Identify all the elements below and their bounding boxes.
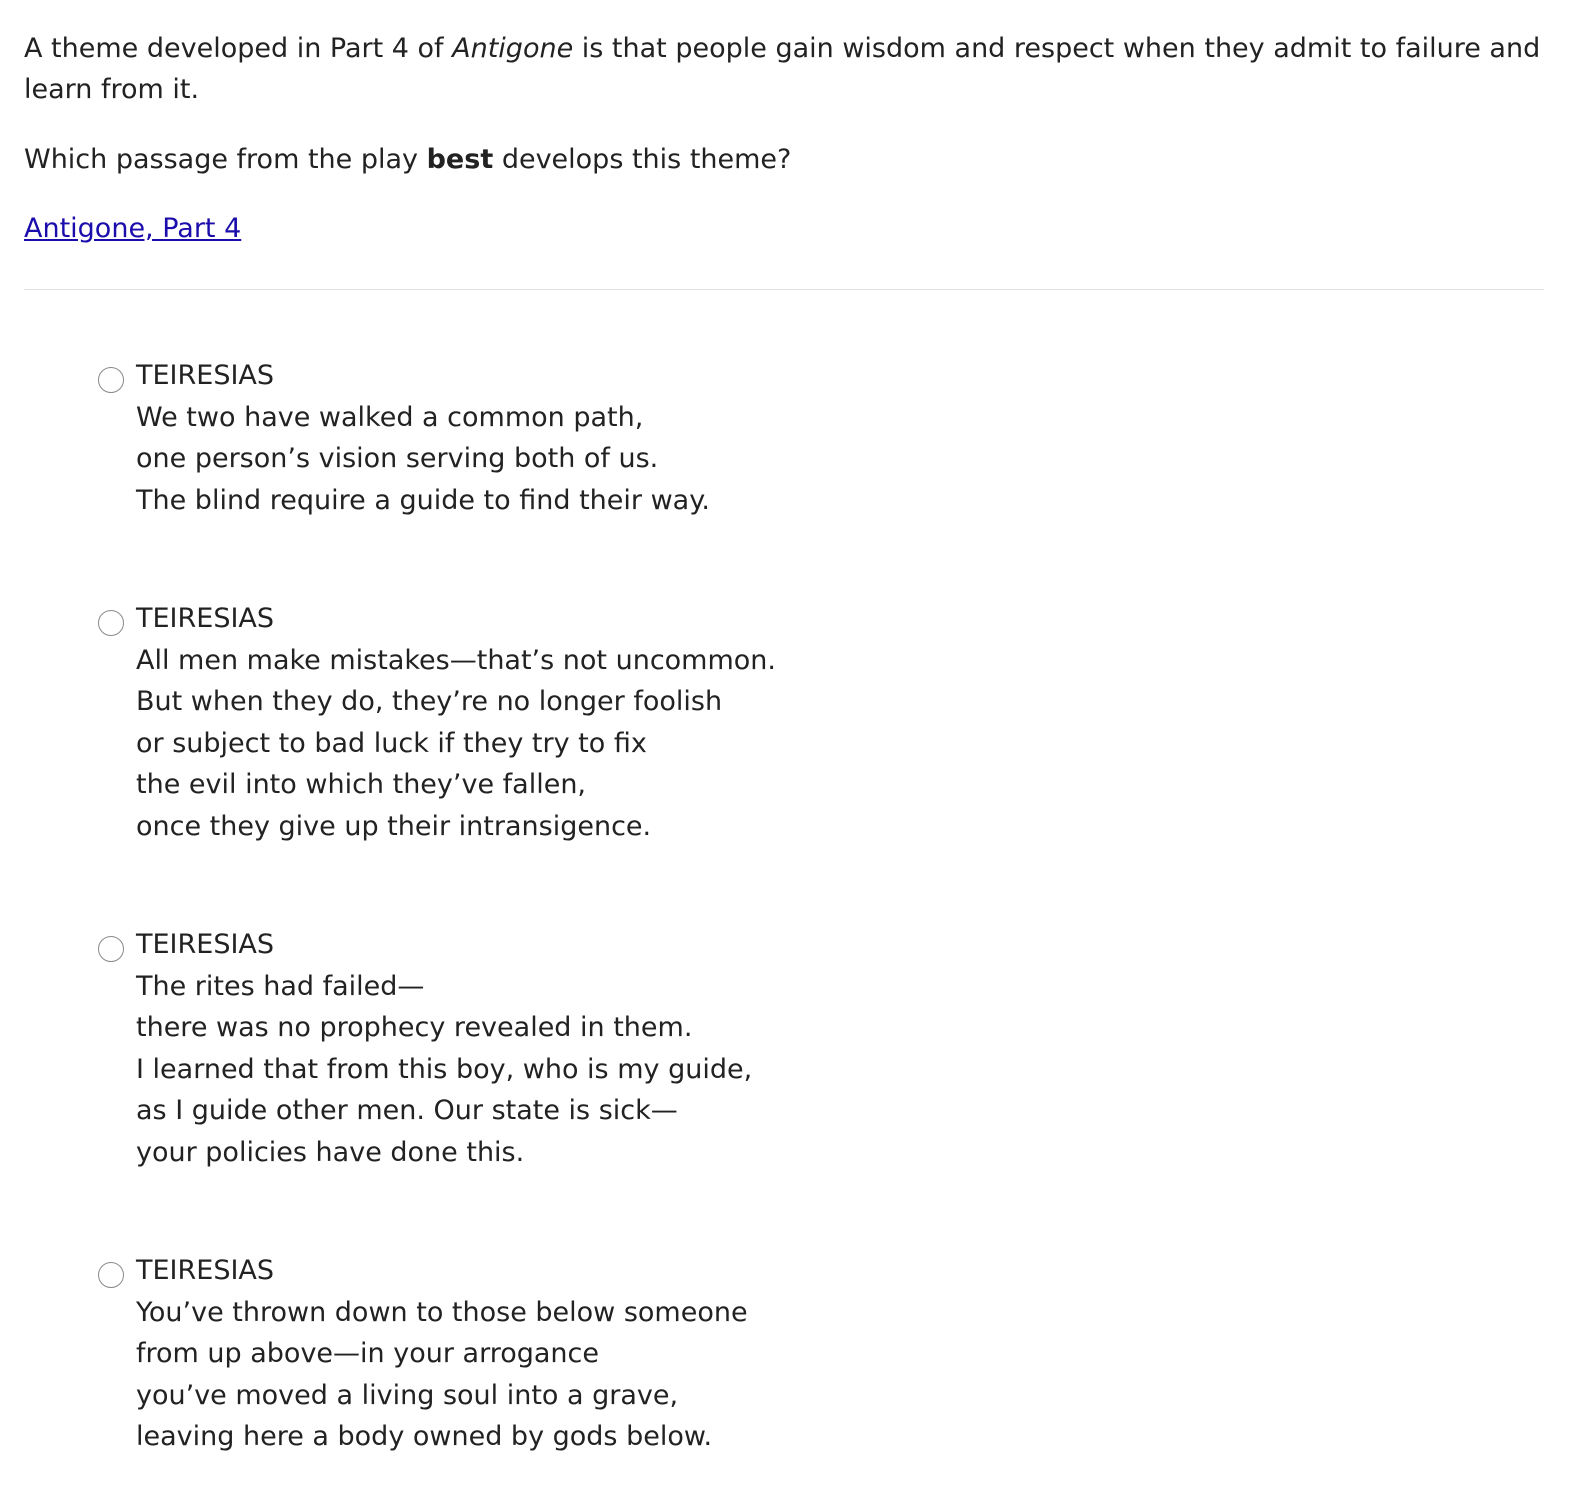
question-text-after: develops this theme? bbox=[493, 144, 792, 175]
option-line: once they give up their intransigence. bbox=[136, 810, 652, 842]
option-line: leaving here a body owned by gods below. bbox=[136, 1421, 713, 1452]
prompt-text-before: A theme developed in Part 4 of bbox=[24, 33, 453, 64]
option-line: The rites had failed— bbox=[136, 970, 425, 1002]
option-speaker: TEIRESIAS bbox=[136, 1255, 275, 1286]
radio-button-b[interactable] bbox=[98, 610, 124, 636]
passage-link[interactable]: Antigone, Part 4 bbox=[24, 213, 242, 244]
option-line: one person’s vision serving both of us. bbox=[136, 443, 659, 474]
question-stem bbox=[24, 139, 791, 180]
option-line: I learned that from this boy, who is my guide, bbox=[136, 1053, 753, 1085]
question-emphasis: best bbox=[426, 144, 494, 175]
option-line: the evil into which they’ve fallen, bbox=[136, 769, 587, 800]
option-text-b[interactable] bbox=[136, 598, 776, 847]
option-line: You’ve thrown down to those below someone bbox=[136, 1296, 748, 1328]
radio-button-d[interactable] bbox=[98, 1262, 124, 1288]
prompt-text-after: is that people gain wisdom and respect when they admit to failure and learn from it. bbox=[24, 33, 1541, 105]
option-line: from up above—in your arrogance bbox=[136, 1338, 599, 1369]
question-text-before: Which passage from the play bbox=[24, 144, 427, 175]
option-line: as I guide other men. Our state is sick— bbox=[136, 1095, 678, 1126]
radio-button-a[interactable] bbox=[98, 367, 124, 393]
option-line: All men make mistakes—that’s not uncommon. bbox=[136, 644, 776, 676]
option-line: your policies have done this. bbox=[136, 1136, 525, 1168]
option-line: or subject to bad luck if they try to fix bbox=[136, 727, 647, 759]
question-prompt bbox=[24, 28, 1559, 110]
option-line: you’ve moved a living soul into a grave, bbox=[136, 1379, 679, 1411]
play-title: Antigone bbox=[452, 33, 574, 64]
divider bbox=[24, 289, 1544, 290]
option-text-c[interactable] bbox=[136, 924, 752, 1173]
option-speaker: TEIRESIAS bbox=[136, 929, 275, 960]
option-line: there was no prophecy revealed in them. bbox=[136, 1012, 693, 1043]
option-speaker: TEIRESIAS bbox=[136, 360, 275, 391]
radio-button-c[interactable] bbox=[98, 936, 124, 962]
option-text-d[interactable] bbox=[136, 1250, 748, 1458]
option-speaker: TEIRESIAS bbox=[136, 603, 275, 634]
option-line: The blind require a guide to find their way. bbox=[136, 484, 710, 516]
option-line: We two have walked a common path, bbox=[136, 401, 644, 433]
option-text-a[interactable] bbox=[136, 355, 710, 521]
option-line: But when they do, they’re no longer foolish bbox=[136, 686, 723, 717]
